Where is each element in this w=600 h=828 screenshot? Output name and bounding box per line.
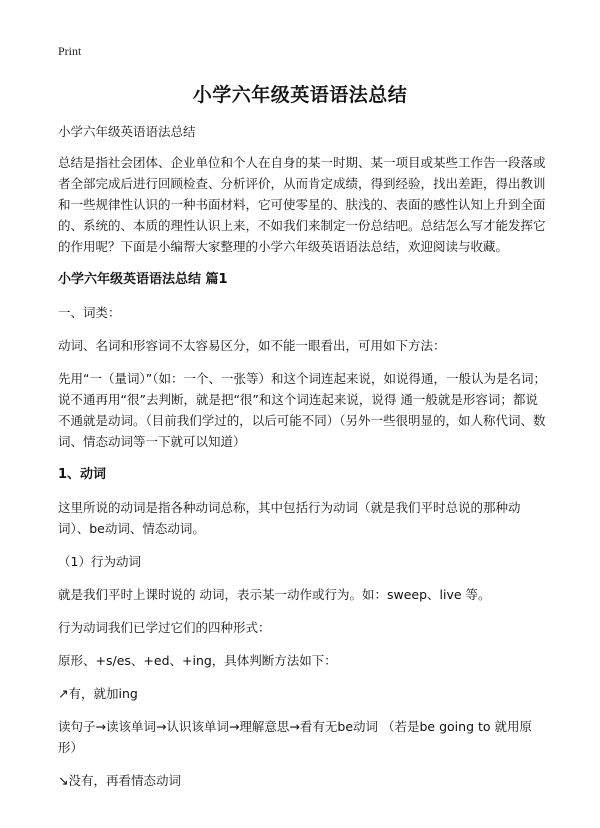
page-title: 小学六年级英语语法总结 xyxy=(192,84,408,106)
four-forms-paragraph: 行为动词我们已学过它们的四种形式： xyxy=(58,620,271,635)
action-verb-definition: 就是我们平时上课时说的 动词，表示某一动作或行为。如：sweep、live 等。 xyxy=(58,587,491,602)
has-ing-paragraph: ↗有，就加ing xyxy=(58,686,138,701)
steps-paragraph: 读句子→读该单词→认识该单词→理解意思→看有无be动词 （若是be going to 就用原形） xyxy=(58,719,533,755)
section-heading: 小学六年级英语语法总结 篇1 xyxy=(58,272,228,287)
method-paragraph: 先用“一（量词）”（如：一个、一张等）和这个词连起来说，如说得通，一般认为是名词；说不通再用“很”去判断，就是把“很”和这个词连起来说，说得 通一般就是形容词；都说不通就是动词。（目前我们学过的，以后可能不同）（另外一些很明显的，如人称代词、数词、情态动词等一下就可以知道） xyxy=(58,371,546,449)
intro-paragraph: 总结是指社会团体、企业单位和个人在自身的某一时期、某一项目或某些工作告一段落或者全部完成后进行回顾检查、分析评价，从而肯定成绩，得到经验，找出差距，得出教训和一些规律性认识的一种书面材料，它可使零星的、肤浅的、表面的感性认知上升到全面的、系统的、本质的理性认识上来，不如我们来制定一份总结吧。总结怎么写才能发挥它的作用呢？下面是小编帮大家整理的小学六年级英语语法总结，欢迎阅读与收藏。 xyxy=(58,155,546,254)
action-verb-label: （1）行为动词 xyxy=(58,554,141,569)
part-label: 一、词类： xyxy=(58,305,121,320)
article-subtitle: 小学六年级英语语法总结 xyxy=(58,124,196,139)
no-modal-paragraph: ↘没有，再看情态动词 xyxy=(58,773,181,788)
distinguish-paragraph: 动词、名词和形容词不太容易区分，如不能一眼看出，可用如下方法： xyxy=(58,338,446,353)
article-body xyxy=(58,121,548,803)
verb-heading: 1、动词 xyxy=(58,467,107,482)
forms-list-paragraph: 原形、+s/es、+ed、+ing，具体判断方法如下： xyxy=(58,653,337,668)
print-link[interactable]: Print xyxy=(58,44,82,58)
verb-definition-paragraph: 这里所说的动词是指各种动词总称，其中包括行为动词（就是我们平时总说的那种动词）、be动词、情态动词。 xyxy=(58,500,521,536)
